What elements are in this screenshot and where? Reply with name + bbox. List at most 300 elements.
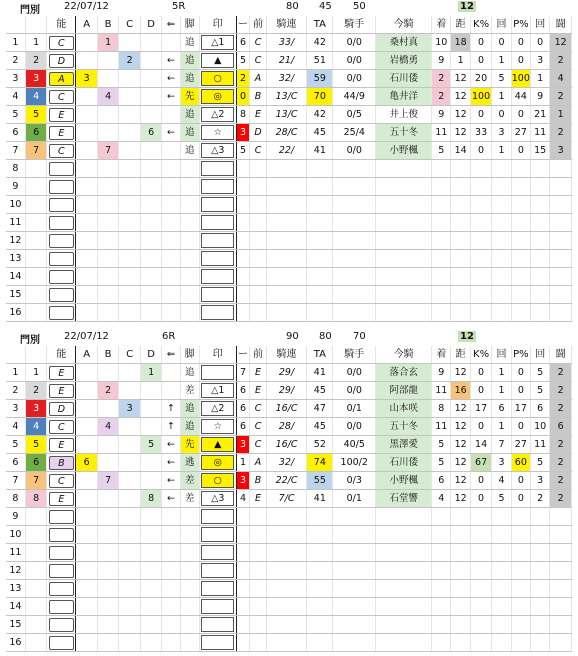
ability-grade: C bbox=[49, 36, 74, 50]
cell-prev: C bbox=[250, 52, 266, 70]
cell-current-jockey bbox=[376, 616, 432, 634]
cell-post bbox=[25, 544, 47, 562]
cell-count: 7 bbox=[492, 436, 511, 454]
cell-ability bbox=[47, 160, 76, 178]
table-row bbox=[6, 232, 572, 250]
cell-k-pct: 0 bbox=[470, 490, 492, 508]
prediction-mark: △3 bbox=[201, 491, 234, 506]
col-header-mark-d: D bbox=[140, 346, 162, 364]
cell-finish: 9 bbox=[432, 106, 451, 124]
prediction-mark: ◎ bbox=[201, 455, 234, 470]
cell-ability bbox=[47, 142, 76, 160]
race-number: 5R bbox=[172, 1, 186, 12]
cell-mark-c bbox=[119, 106, 141, 124]
cell-jockey-combo: 29/ bbox=[266, 364, 307, 382]
cell-mark-a bbox=[76, 304, 98, 322]
cell-mark-c bbox=[119, 634, 141, 652]
cell-distance: 12 bbox=[451, 436, 470, 454]
header-distance-badge: 12 bbox=[460, 1, 474, 12]
cell-mark-d bbox=[140, 382, 162, 400]
cell-jockey bbox=[333, 634, 376, 652]
cell-mark-b bbox=[97, 178, 119, 196]
cell-ta: 70 bbox=[307, 88, 333, 106]
table-row bbox=[6, 472, 572, 490]
cell-fight: 2 bbox=[550, 52, 572, 70]
cell-dash bbox=[236, 562, 250, 580]
cell-mark-b bbox=[97, 106, 119, 124]
cell-row-num: 6 bbox=[6, 124, 25, 142]
cell-current-jockey: 石川倭 bbox=[376, 70, 432, 88]
cell-jockey: 40/5 bbox=[333, 436, 376, 454]
cell-mark-c bbox=[119, 472, 141, 490]
cell-p-pct: 44 bbox=[511, 88, 530, 106]
cell-k-pct bbox=[470, 214, 492, 232]
cell-count2: 15 bbox=[531, 142, 550, 160]
cell-ta bbox=[307, 508, 333, 526]
cell-fight: 2 bbox=[550, 454, 572, 472]
cell-dash: 4 bbox=[236, 490, 250, 508]
cell-fight: 2 bbox=[550, 364, 572, 382]
cell-style bbox=[180, 580, 199, 598]
cell-distance bbox=[451, 634, 470, 652]
cell-style bbox=[180, 178, 199, 196]
cell-p-pct bbox=[511, 616, 530, 634]
cell-mark-d bbox=[140, 232, 162, 250]
cell-mark-b bbox=[97, 436, 119, 454]
cell-row-num: 9 bbox=[6, 178, 25, 196]
col-header-count: 回 bbox=[492, 16, 511, 34]
table-row bbox=[6, 106, 572, 124]
cell-arrow bbox=[162, 214, 180, 232]
cell-post bbox=[25, 160, 47, 178]
cell-count: 5 bbox=[492, 70, 511, 88]
cell-fight bbox=[550, 598, 572, 616]
cell-row-num: 6 bbox=[6, 454, 25, 472]
cell-prev bbox=[250, 250, 266, 268]
cell-p-pct bbox=[511, 196, 530, 214]
cell-prediction bbox=[199, 196, 236, 214]
cell-ability bbox=[47, 124, 76, 142]
cell-p-pct bbox=[511, 544, 530, 562]
col-header-p-pct: P% bbox=[511, 16, 530, 34]
cell-finish: 9 bbox=[432, 364, 451, 382]
cell-dash bbox=[236, 268, 250, 286]
cell-prev: C bbox=[250, 34, 266, 52]
cell-jockey-combo bbox=[266, 196, 307, 214]
cell-count2 bbox=[531, 304, 550, 322]
cell-mark-c bbox=[119, 70, 141, 88]
cell-prediction bbox=[199, 580, 236, 598]
cell-ability bbox=[47, 232, 76, 250]
cell-mark-c bbox=[119, 268, 141, 286]
cell-jockey bbox=[333, 544, 376, 562]
col-header-mark-a: A bbox=[76, 16, 98, 34]
cell-style: 追 bbox=[180, 418, 199, 436]
table-row bbox=[6, 508, 572, 526]
cell-p-pct bbox=[511, 526, 530, 544]
cell-mark-c bbox=[119, 364, 141, 382]
cell-jockey-combo bbox=[266, 562, 307, 580]
cell-k-pct bbox=[470, 634, 492, 652]
cell-mark-d bbox=[140, 196, 162, 214]
cell-mark-a bbox=[76, 526, 98, 544]
venue-label: 門別 bbox=[20, 5, 40, 16]
cell-mark-c: 3 bbox=[119, 400, 141, 418]
cell-row-num: 10 bbox=[6, 526, 25, 544]
ability-grade bbox=[49, 636, 74, 650]
cell-jockey-combo: 13/C bbox=[266, 106, 307, 124]
cell-row-num: 1 bbox=[6, 364, 25, 382]
cell-jockey-combo bbox=[266, 232, 307, 250]
cell-p-pct bbox=[511, 250, 530, 268]
cell-count2 bbox=[531, 250, 550, 268]
venue-label: 門別 bbox=[20, 335, 40, 346]
cell-jockey-combo: 22/C bbox=[266, 472, 307, 490]
cell-style bbox=[180, 544, 199, 562]
cell-arrow bbox=[162, 286, 180, 304]
col-header-mark-a: A bbox=[76, 346, 98, 364]
cell-prev: C bbox=[250, 142, 266, 160]
cell-jockey: 100/2 bbox=[333, 454, 376, 472]
cell-p-pct bbox=[511, 178, 530, 196]
cell-ability bbox=[47, 52, 76, 70]
cell-finish bbox=[432, 508, 451, 526]
cell-fight bbox=[550, 508, 572, 526]
cell-mark-b bbox=[97, 616, 119, 634]
ability-grade bbox=[49, 216, 74, 230]
ability-grade bbox=[49, 252, 74, 266]
cell-row-num: 13 bbox=[6, 580, 25, 598]
cell-jockey bbox=[333, 160, 376, 178]
cell-post bbox=[25, 598, 47, 616]
cell-jockey bbox=[333, 214, 376, 232]
cell-post: 6 bbox=[25, 124, 47, 142]
cell-mark-a bbox=[76, 490, 98, 508]
cell-fight bbox=[550, 250, 572, 268]
cell-fight: 2 bbox=[550, 88, 572, 106]
prediction-mark: ☆ bbox=[201, 125, 234, 140]
cell-k-pct bbox=[470, 268, 492, 286]
cell-ta bbox=[307, 580, 333, 598]
cell-jockey bbox=[333, 304, 376, 322]
cell-row-num: 3 bbox=[6, 70, 25, 88]
cell-mark-c bbox=[119, 178, 141, 196]
col-header-mark-c: C bbox=[119, 346, 141, 364]
cell-prediction bbox=[199, 562, 236, 580]
cell-post bbox=[25, 196, 47, 214]
cell-post: 2 bbox=[25, 382, 47, 400]
cell-count bbox=[492, 196, 511, 214]
cell-prev bbox=[250, 544, 266, 562]
cell-jockey bbox=[333, 562, 376, 580]
cell-distance: 1 bbox=[451, 52, 470, 70]
cell-count: 0 bbox=[492, 34, 511, 52]
cell-p-pct: 0 bbox=[511, 472, 530, 490]
cell-post: 3 bbox=[25, 400, 47, 418]
cell-style: 追 bbox=[180, 142, 199, 160]
cell-prediction bbox=[199, 400, 236, 418]
cell-prediction bbox=[199, 268, 236, 286]
ability-grade: E bbox=[49, 492, 74, 506]
cell-count2 bbox=[531, 214, 550, 232]
cell-p-pct bbox=[511, 580, 530, 598]
cell-mark-b bbox=[97, 364, 119, 382]
cell-dash: 0 bbox=[236, 88, 250, 106]
cell-current-jockey: 小野楓 bbox=[376, 142, 432, 160]
cell-mark-b bbox=[97, 598, 119, 616]
col-header-ability: 能 bbox=[47, 346, 76, 364]
col-header-arrow: ⇐ bbox=[162, 346, 180, 364]
cell-count: 5 bbox=[492, 490, 511, 508]
table-row bbox=[6, 436, 572, 454]
cell-k-pct: 0 bbox=[470, 142, 492, 160]
cell-p-pct bbox=[511, 268, 530, 286]
cell-mark-a bbox=[76, 286, 98, 304]
cell-ability bbox=[47, 580, 76, 598]
cell-k-pct bbox=[470, 526, 492, 544]
cell-mark-a bbox=[76, 598, 98, 616]
prediction-mark: △3 bbox=[201, 143, 234, 158]
cell-distance bbox=[451, 580, 470, 598]
cell-current-jockey: 五十冬 bbox=[376, 124, 432, 142]
cell-count2 bbox=[531, 616, 550, 634]
cell-mark-b: 4 bbox=[97, 88, 119, 106]
cell-count2: 6 bbox=[531, 400, 550, 418]
cell-fight bbox=[550, 214, 572, 232]
cell-count: 1 bbox=[492, 382, 511, 400]
cell-mark-c bbox=[119, 436, 141, 454]
cell-dash: 7 bbox=[236, 364, 250, 382]
cell-mark-a: 3 bbox=[76, 70, 98, 88]
col-header-ability: 能 bbox=[47, 16, 76, 34]
cell-arrow bbox=[162, 106, 180, 124]
prediction-mark bbox=[201, 269, 234, 284]
ability-grade bbox=[49, 162, 74, 176]
prediction-mark bbox=[201, 197, 234, 212]
cell-arrow: ← bbox=[162, 472, 180, 490]
cell-finish bbox=[432, 196, 451, 214]
cell-mark-b bbox=[97, 214, 119, 232]
cell-post: 4 bbox=[25, 418, 47, 436]
cell-distance bbox=[451, 526, 470, 544]
cell-mark-c bbox=[119, 562, 141, 580]
cell-ta: 52 bbox=[307, 436, 333, 454]
col-header-count: 回 bbox=[492, 346, 511, 364]
cell-p-pct bbox=[511, 214, 530, 232]
cell-ta bbox=[307, 160, 333, 178]
cell-ta: 45 bbox=[307, 418, 333, 436]
cell-arrow bbox=[162, 142, 180, 160]
cell-prev: E bbox=[250, 382, 266, 400]
table-row bbox=[6, 214, 572, 232]
cell-k-pct bbox=[470, 196, 492, 214]
cell-jockey: 25/4 bbox=[333, 124, 376, 142]
ability-grade: D bbox=[49, 54, 74, 68]
cell-distance: 12 bbox=[451, 472, 470, 490]
cell-mark-a bbox=[76, 34, 98, 52]
cell-ta: 41 bbox=[307, 142, 333, 160]
cell-fight bbox=[550, 286, 572, 304]
cell-ability bbox=[47, 178, 76, 196]
cell-mark-b bbox=[97, 304, 119, 322]
cell-count: 1 bbox=[492, 142, 511, 160]
cell-ta bbox=[307, 286, 333, 304]
cell-mark-d bbox=[140, 418, 162, 436]
cell-dash: 6 bbox=[236, 382, 250, 400]
cell-post bbox=[25, 178, 47, 196]
cell-fight: 2 bbox=[550, 124, 572, 142]
cell-distance bbox=[451, 508, 470, 526]
cell-jockey bbox=[333, 508, 376, 526]
entry-table bbox=[6, 346, 572, 652]
ability-grade bbox=[49, 582, 74, 596]
cell-distance: 12 bbox=[451, 490, 470, 508]
cell-ta bbox=[307, 250, 333, 268]
prediction-mark: △1 bbox=[201, 383, 234, 398]
cell-mark-a bbox=[76, 160, 98, 178]
cell-style bbox=[180, 286, 199, 304]
cell-arrow bbox=[162, 598, 180, 616]
cell-mark-a bbox=[76, 178, 98, 196]
cell-distance bbox=[451, 286, 470, 304]
cell-post: 8 bbox=[25, 490, 47, 508]
cell-jockey: 0/0 bbox=[333, 52, 376, 70]
cell-arrow: ← bbox=[162, 70, 180, 88]
cell-mark-b bbox=[97, 232, 119, 250]
cell-current-jockey: 井上俊 bbox=[376, 106, 432, 124]
cell-jockey-combo: 32/ bbox=[266, 70, 307, 88]
table-row bbox=[6, 160, 572, 178]
cell-style bbox=[180, 268, 199, 286]
cell-fight bbox=[550, 196, 572, 214]
cell-current-jockey bbox=[376, 250, 432, 268]
prediction-mark: ▲ bbox=[201, 53, 234, 68]
cell-post bbox=[25, 250, 47, 268]
cell-jockey bbox=[333, 526, 376, 544]
cell-ability bbox=[47, 106, 76, 124]
cell-p-pct: 17 bbox=[511, 400, 530, 418]
cell-jockey-combo: 29/ bbox=[266, 382, 307, 400]
cell-post: 1 bbox=[25, 34, 47, 52]
cell-arrow bbox=[162, 232, 180, 250]
cell-count2: 11 bbox=[531, 436, 550, 454]
cell-count2: 0 bbox=[531, 34, 550, 52]
cell-finish bbox=[432, 304, 451, 322]
cell-fight bbox=[550, 160, 572, 178]
col-header-mark-b: B bbox=[97, 346, 119, 364]
cell-row-num: 16 bbox=[6, 304, 25, 322]
cell-finish bbox=[432, 250, 451, 268]
cell-current-jockey bbox=[376, 598, 432, 616]
cell-prev: C bbox=[250, 400, 266, 418]
table-row bbox=[6, 616, 572, 634]
cell-style: 追 bbox=[180, 400, 199, 418]
cell-prev: A bbox=[250, 454, 266, 472]
ability-grade: C bbox=[49, 144, 74, 158]
cell-prediction bbox=[199, 124, 236, 142]
cell-ta bbox=[307, 544, 333, 562]
cell-count bbox=[492, 286, 511, 304]
ability-grade bbox=[49, 180, 74, 194]
cell-current-jockey: 小野楓 bbox=[376, 472, 432, 490]
prediction-mark bbox=[201, 563, 234, 578]
cell-arrow: ← bbox=[162, 52, 180, 70]
cell-post bbox=[25, 616, 47, 634]
cell-row-num: 1 bbox=[6, 34, 25, 52]
cell-jockey: 0/1 bbox=[333, 400, 376, 418]
cell-p-pct: 27 bbox=[511, 436, 530, 454]
cell-prediction bbox=[199, 214, 236, 232]
cell-mark-b bbox=[97, 634, 119, 652]
cell-style: 追 bbox=[180, 124, 199, 142]
cell-arrow bbox=[162, 178, 180, 196]
cell-mark-b bbox=[97, 124, 119, 142]
cell-prev bbox=[250, 526, 266, 544]
cell-k-pct: 17 bbox=[470, 400, 492, 418]
cell-prev: C bbox=[250, 436, 266, 454]
cell-fight bbox=[550, 304, 572, 322]
cell-ability bbox=[47, 436, 76, 454]
cell-prev bbox=[250, 580, 266, 598]
entry-table bbox=[6, 16, 572, 322]
cell-mark-a bbox=[76, 616, 98, 634]
cell-dash: 5 bbox=[236, 142, 250, 160]
cell-count2: 3 bbox=[531, 52, 550, 70]
cell-mark-d bbox=[140, 472, 162, 490]
col-header-prediction: 印 bbox=[199, 346, 236, 364]
ability-grade: E bbox=[49, 366, 74, 380]
ability-grade: E bbox=[49, 126, 74, 140]
cell-finish: 11 bbox=[432, 382, 451, 400]
cell-style bbox=[180, 304, 199, 322]
cell-arrow: ← bbox=[162, 436, 180, 454]
cell-post: 4 bbox=[25, 88, 47, 106]
prediction-mark: △2 bbox=[201, 107, 234, 122]
cell-mark-c bbox=[119, 616, 141, 634]
col-header-arrow: ⇐ bbox=[162, 16, 180, 34]
cell-finish: 2 bbox=[432, 88, 451, 106]
cell-mark-a bbox=[76, 250, 98, 268]
cell-mark-a bbox=[76, 472, 98, 490]
cell-dash: 1 bbox=[236, 454, 250, 472]
cell-current-jockey: 岩橋勇 bbox=[376, 52, 432, 70]
prediction-mark bbox=[201, 305, 234, 320]
cell-count: 6 bbox=[492, 400, 511, 418]
cell-style bbox=[180, 634, 199, 652]
cell-count bbox=[492, 250, 511, 268]
cell-style: 先 bbox=[180, 88, 199, 106]
cell-mark-b bbox=[97, 400, 119, 418]
cell-ta bbox=[307, 526, 333, 544]
cell-mark-a bbox=[76, 268, 98, 286]
cell-count2 bbox=[531, 562, 550, 580]
cell-prev bbox=[250, 268, 266, 286]
cell-mark-b bbox=[97, 526, 119, 544]
cell-style bbox=[180, 160, 199, 178]
cell-mark-d bbox=[140, 88, 162, 106]
cell-mark-b bbox=[97, 286, 119, 304]
cell-fight: 6 bbox=[550, 418, 572, 436]
cell-current-jockey: 石川倭 bbox=[376, 454, 432, 472]
cell-p-pct: 100 bbox=[511, 70, 530, 88]
cell-ability bbox=[47, 418, 76, 436]
col-header-prev: 前 bbox=[250, 16, 266, 34]
cell-k-pct: 14 bbox=[470, 436, 492, 454]
column-header-row bbox=[6, 346, 572, 364]
cell-k-pct bbox=[470, 562, 492, 580]
table-row bbox=[6, 88, 572, 106]
cell-dash bbox=[236, 196, 250, 214]
